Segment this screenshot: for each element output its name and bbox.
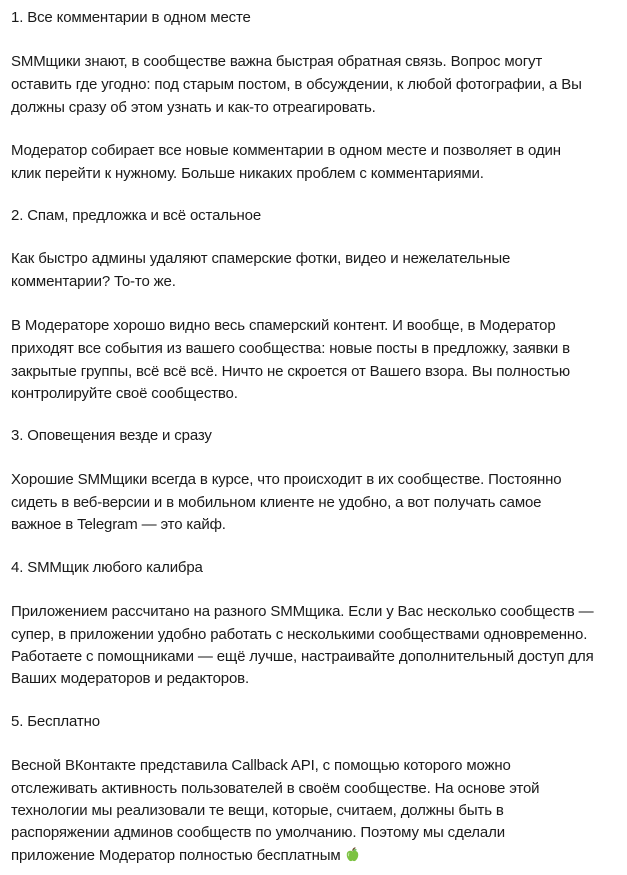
- section-heading: 4. SMMщик любого калибра: [11, 559, 203, 576]
- paragraph-line: Ваших модераторов и редакторов.: [11, 670, 250, 687]
- section-heading: 1. Все комментарии в одном месте: [11, 9, 251, 26]
- paragraph-line: сидеть в веб-версии и в мобильном клиенте не удобно, а вот получать самое: [11, 494, 542, 511]
- paragraph-line-last: [11, 845, 360, 867]
- paragraph-line: оставить где угодно: под старым постом, в обсуждении, к любой фотографии, а Вы: [11, 76, 582, 93]
- section-heading: 3. Оповещения везде и сразу: [11, 427, 212, 444]
- paragraph-line: Хорошие SMMщики всегда в курсе, что происходит в их сообществе. Постоянно: [11, 471, 562, 488]
- paragraph-line: закрытые группы, всё всё всё. Ничто не скроется от Вашего взора. Вы полностью: [11, 363, 570, 380]
- paragraph-line: приходят все события из вашего сообщества: новые посты в предложку, заявки в: [11, 340, 570, 357]
- paragraph-line-text: приложение Модератор полностью бесплатным: [11, 847, 341, 864]
- paragraph-line: супер, в приложении удобно работать с несколькими сообществами одновременно.: [11, 626, 588, 643]
- paragraph-line: контролируйте своё сообщество.: [11, 385, 238, 402]
- paragraph-line: Приложением рассчитано на разного SMMщика. Если у Вас несколько сообществ —: [11, 603, 594, 620]
- green-apple-icon: [345, 847, 360, 862]
- section-heading: 5. Бесплатно: [11, 713, 100, 730]
- paragraph-line: клик перейти к нужному. Больше никаких проблем с комментариями.: [11, 165, 484, 182]
- paragraph-line: должны сразу об этом узнать и как-то отреагировать.: [11, 99, 376, 116]
- paragraph-line: В Модераторе хорошо видно весь спамерский контент. И вообще, в Модератор: [11, 317, 556, 334]
- paragraph-line: отслеживать активность пользователей в своём сообществе. На основе этой: [11, 780, 540, 797]
- paragraph-line: комментарии? То-то же.: [11, 273, 176, 290]
- paragraph-line: Весной ВКонтакте представила Callback API, с помощью которого можно: [11, 757, 511, 774]
- paragraph-line: распоряжении админов сообществ по умолчанию. Поэтому мы сделали: [11, 824, 505, 841]
- paragraph-line: важное в Telegram — это кайф.: [11, 516, 226, 533]
- paragraph-line: Как быстро админы удаляют спамерские фотки, видео и нежелательные: [11, 250, 511, 267]
- paragraph-line: SMMщики знают, в сообществе важна быстрая обратная связь. Вопрос могут: [11, 53, 543, 70]
- paragraph-line: Работаете с помощниками — ещё лучше, настраивайте дополнительный доступ для: [11, 648, 594, 665]
- section-heading: 2. Спам, предложка и всё остальное: [11, 207, 262, 224]
- paragraph-line: Модератор собирает все новые комментарии в одном месте и позволяет в один: [11, 142, 561, 159]
- paragraph-line: технологии мы реализовали те вещи, которые, считаем, должны быть в: [11, 802, 504, 819]
